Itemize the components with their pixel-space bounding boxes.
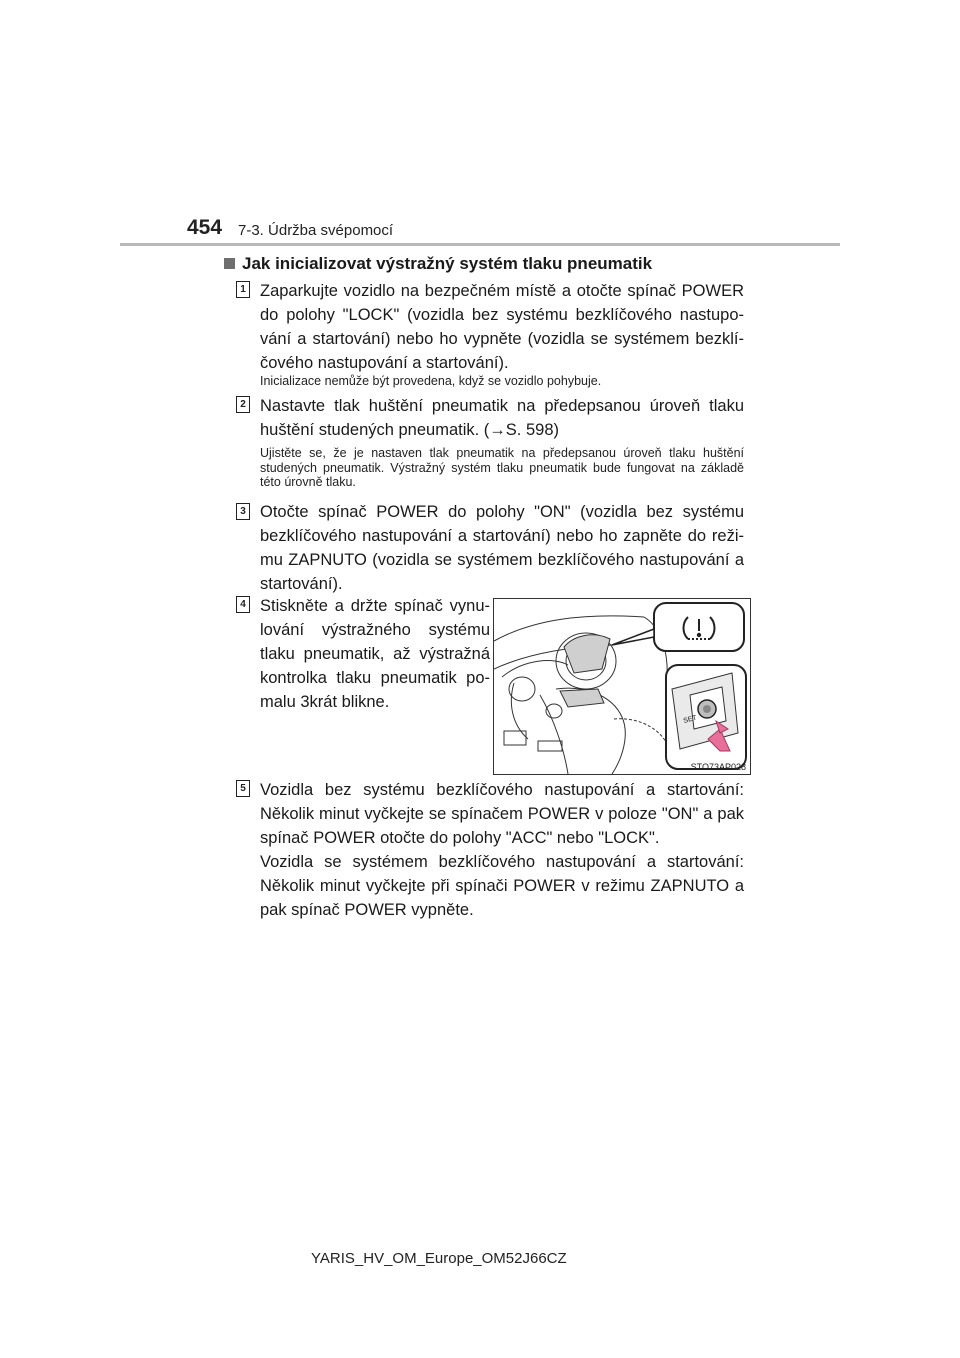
- document-footer-code: YARIS_HV_OM_Europe_OM52J66CZ: [311, 1250, 567, 1267]
- heading-square-icon: [224, 258, 235, 269]
- step-5-text-a: Vozidla bez systému bezklíčového nastupování a startování: Několik minut vyčkejte se spínačem POWER v poloze "ON" a pak spínač POWER otočte do polohy "ACC" nebo "LOCK".: [260, 781, 744, 847]
- set-button-label: SET: [682, 714, 698, 725]
- header-divider: [120, 243, 840, 246]
- step-5-text-b: Vozidla se systémem bezklíčového nastupování a startování: Několik minut vyčkejte při spínači POWER v režimu ZAPNUTO a pak spínač POWER vypněte.: [260, 853, 744, 919]
- dashboard-illustration: [494, 599, 750, 774]
- figure-code: STO73AP028: [690, 762, 746, 772]
- page-number: 454: [187, 216, 223, 239]
- step-3-text: Otočte spínač POWER do polohy "ON" (vozidla bez systému bezklíčového nastupování a startování) nebo ho zapněte do reži-mu ZAPNUTO (vozidla se systémem bezklíčového nastupování a startování).: [260, 503, 744, 593]
- step-2-badge: 2: [236, 396, 250, 413]
- step-1-text: Zaparkujte vozidlo na bezpečném místě a otočte spínač POWER do polohy "LOCK" (vozidla bez systému bezklíčového nastupo-vání a startování) nebo ho vypněte (vozidla se systémem bezklí-čového nastupování a startování).: [260, 282, 744, 372]
- section-title: 7-3. Údržba svépomocí: [238, 222, 394, 239]
- step-3-badge: 3: [236, 503, 250, 520]
- step-4-badge: 4: [236, 596, 250, 613]
- procedure-heading: [224, 254, 652, 274]
- step-2-text: Nastavte tlak huštění pneumatik na předepsanou úroveň tlaku huštění studených pneumatik. (→S. 598): [260, 397, 744, 439]
- step-1-badge: 1: [236, 281, 250, 298]
- step-4-text: Stiskněte a držte spínač vynu-lování výstražného systému tlaku pneumatik, až výstražná kontrolka tlaku pneumatik po-malu 3krát blikne.: [260, 597, 490, 711]
- tpms-reset-figure: [493, 598, 751, 775]
- step-1-note: Inicializace nemůže být provedena, když se vozidlo pohybuje.: [260, 374, 602, 388]
- step-2-note: Ujistěte se, že je nastaven tlak pneumatik na předepsanou úroveň tlaku huštění studených pneumatik. Výstražný systém tlaku pneumatik bude fungovat na základě této úrovně tlaku.: [260, 446, 744, 489]
- heading-text: Jak inicializovat výstražný systém tlaku pneumatik: [242, 254, 653, 273]
- step-5-badge: 5: [236, 780, 250, 797]
